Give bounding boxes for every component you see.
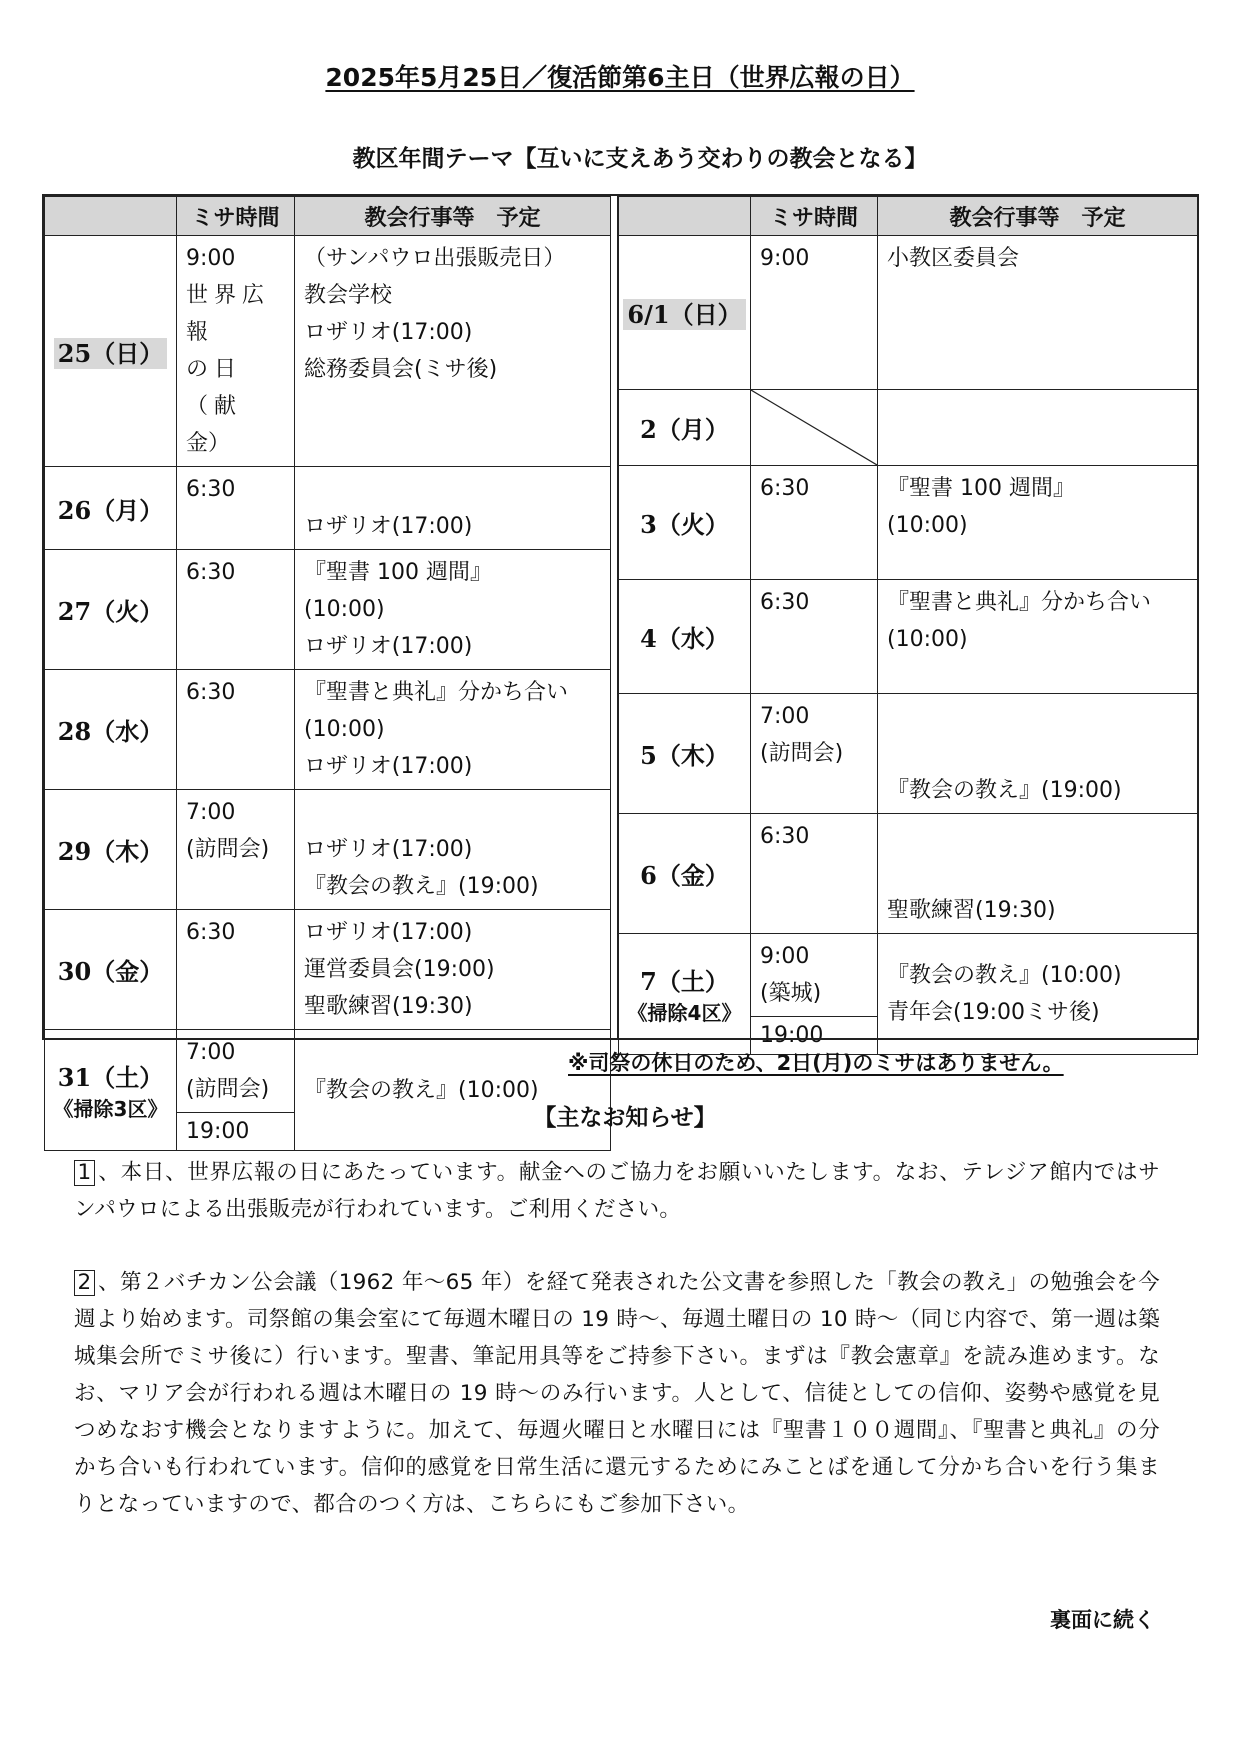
- header-blank: [45, 197, 177, 236]
- mass-cell: 6:30: [177, 910, 295, 1030]
- day-cell: 4（水）: [619, 580, 751, 694]
- events-cell: 『教会の教え』(10:00): [295, 1030, 611, 1151]
- day-cell: 5（木）: [619, 694, 751, 814]
- mass-cell-evening: 19:00: [177, 1113, 295, 1151]
- mass-cell: 6:30: [177, 670, 295, 790]
- bulletin-title: 2025年5月25日／復活節第6主日（世界広報の日）: [325, 63, 915, 92]
- header-mass-time: ミサ時間: [751, 197, 878, 236]
- diagonal-slash-icon: [751, 390, 877, 465]
- day-cell: 3（火）: [619, 466, 751, 580]
- events-cell: 聖歌練習(19:30): [878, 814, 1198, 934]
- notice-text: 、本日、世界広報の日にあたっています。献金へのご協力をお願いいたします。なお、テレジア館内ではサンパウロによる出張販売が行われています。ご利用ください。: [74, 1160, 1160, 1222]
- events-cell: （サンパウロ出張販売日） 教会学校 ロザリオ(17:00) 総務委員会(ミサ後): [295, 236, 611, 467]
- day-cell: 26（月）: [45, 467, 177, 550]
- mass-cell: 6:30: [751, 580, 878, 694]
- continued-on-back: 裏面に続く: [1050, 1608, 1155, 1632]
- mass-cell: 6:30: [751, 814, 878, 934]
- day-cell: 6（金）: [619, 814, 751, 934]
- mass-cell: 7:00 (訪問会): [751, 694, 878, 814]
- header-mass-time: ミサ時間: [177, 197, 295, 236]
- header-events: 教会行事等 予定: [878, 197, 1198, 236]
- diocese-theme: 教区年間テーマ【互いに支えあう交わりの教会となる】: [352, 146, 928, 172]
- header-blank: [619, 197, 751, 236]
- day-cell: 31（土） 《掃除3区》: [45, 1030, 177, 1151]
- schedule-left: [44, 196, 611, 1151]
- notice-text: 、第２バチカン公会議（1962 年～65 年）を経て発表された公文書を参照した「教会の教え」の勉強会を今週より始めます。司祭館の集会室にて毎週木曜日の 19 時～、毎週土曜日の 10 時～（同じ内容で、第一週は築城集会所でミサ後に）行います。聖書、筆記用具等をご持参下さい。まずは『教会憲章』を読み進めます。なお、マリア会が行われる週は木曜日の 19 時～のみ行います。人として、信徒としての信仰、姿勢や感覚を見つめなおす機会となりますように。加えて、毎週火曜日と水曜日には『聖書１００週間』、『聖書と典礼』の分かち合いも行われています。信仰的感覚を日常生活に還元するためにみことばを通して分かち合いを行う集まりとなっていますので、都合のつく方は、こちらにもご参加下さい。: [74, 1270, 1160, 1517]
- events-cell: 小教区委員会: [878, 236, 1198, 390]
- schedule-right: [618, 196, 1198, 1055]
- notice-number: 2: [74, 1270, 95, 1296]
- mass-cell: 9:00 (築城): [751, 934, 878, 1017]
- events-cell: [878, 390, 1198, 466]
- events-cell: 『教会の教え』(10:00) 青年会(19:00ミサ後): [878, 934, 1198, 1055]
- mass-cell: 6:30: [177, 550, 295, 670]
- events-cell: ロザリオ(17:00) 運営委員会(19:00) 聖歌練習(19:30): [295, 910, 611, 1030]
- notice-item: [74, 1154, 1160, 1228]
- mass-cell: 9:00: [751, 236, 878, 390]
- day-cell: 6/1（日）: [619, 236, 751, 390]
- events-cell: 『聖書と典礼』分かち合い (10:00) ロザリオ(17:00): [295, 670, 611, 790]
- events-cell: ロザリオ(17:00) 『教会の教え』(19:00): [295, 790, 611, 910]
- mass-cell: 6:30: [751, 466, 878, 580]
- mass-cell: 7:00 (訪問会): [177, 1030, 295, 1113]
- notice-item: [74, 1264, 1160, 1523]
- mass-cell: 9:00 世界広報 の日（献 金）: [177, 236, 295, 467]
- holiday-note: ※司祭の休日のため、2日(月)のミサはありません。: [568, 1051, 1064, 1075]
- table-divider: [610, 196, 618, 1038]
- day-cell: 25（日）: [45, 236, 177, 467]
- notice-number: 1: [74, 1160, 95, 1186]
- events-cell: ロザリオ(17:00): [295, 467, 611, 550]
- day-cell: 29（木）: [45, 790, 177, 910]
- mass-cell-evening: 19:00: [751, 1017, 878, 1055]
- events-cell: 『教会の教え』(19:00): [878, 694, 1198, 814]
- day-cell: 27（火）: [45, 550, 177, 670]
- day-cell: 30（金）: [45, 910, 177, 1030]
- notices-heading: 【主なお知らせ】: [533, 1105, 717, 1131]
- mass-cell: 7:00 (訪問会): [177, 790, 295, 910]
- events-cell: 『聖書 100 週間』 (10:00): [878, 466, 1198, 580]
- no-mass-cell: [751, 390, 878, 466]
- day-cell: 28（水）: [45, 670, 177, 790]
- day-cell: 7（土） 《掃除4区》: [619, 934, 751, 1055]
- day-cell: 2（月）: [619, 390, 751, 466]
- header-events: 教会行事等 予定: [295, 197, 611, 236]
- mass-cell: 6:30: [177, 467, 295, 550]
- events-cell: 『聖書と典礼』分かち合い (10:00): [878, 580, 1198, 694]
- events-cell: 『聖書 100 週間』 (10:00) ロザリオ(17:00): [295, 550, 611, 670]
